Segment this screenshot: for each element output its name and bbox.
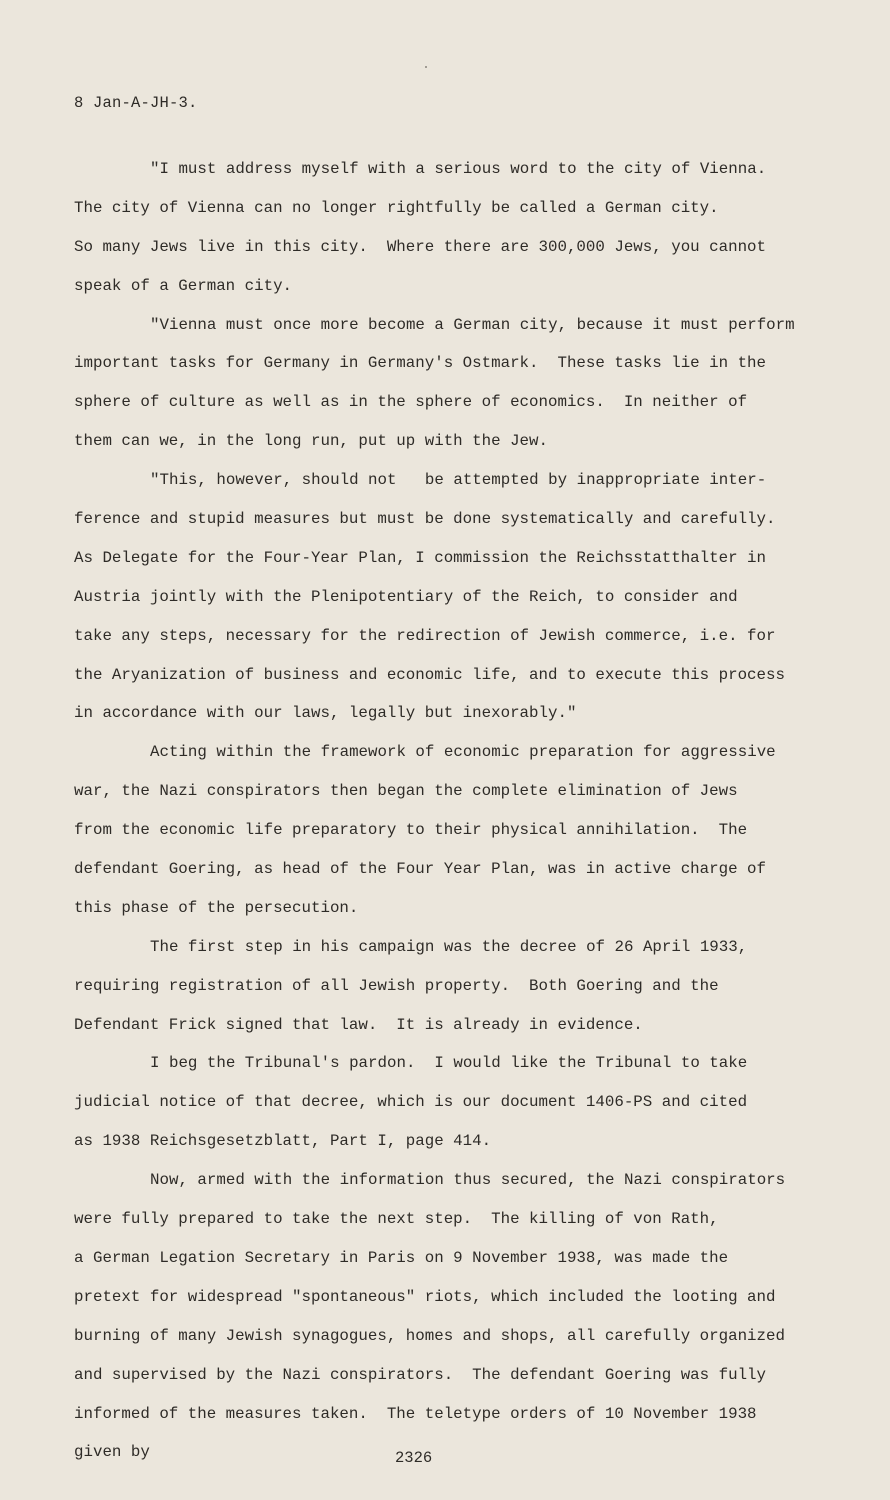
text-line: I beg the Tribunal's pardon. I would like the Tribunal to take xyxy=(150,1054,748,1073)
text-line: as 1938 Reichsgesetzblatt, Part I, page 414. xyxy=(74,1132,492,1151)
text-line: As Delegate for the Four-Year Plan, I commission the Reichsstatthalter in xyxy=(74,548,767,567)
page-number: 2326 xyxy=(395,1449,433,1467)
text-line: given by xyxy=(74,1443,150,1462)
text-line: So many Jews live in this city. Where there are 300,000 Jews, you cannot xyxy=(74,237,767,256)
text-line: take any steps, necessary for the redirection of Jewish commerce, i.e. for xyxy=(74,626,776,645)
text-line: pretext for widespread "spontaneous" riots, which included the looting and xyxy=(74,1287,776,1306)
text-line: Acting within the framework of economic preparation for aggressive xyxy=(150,743,776,762)
text-line: in accordance with our laws, legally but inexorably." xyxy=(74,704,577,723)
text-line: "I must address myself with a serious word to the city of Vienna. xyxy=(150,160,767,178)
document-body xyxy=(74,150,834,1472)
text-line: requiring registration of all Jewish property. Both Goering and the xyxy=(74,976,719,995)
text-line: the Aryanization of business and economic life, and to execute this process xyxy=(74,665,785,684)
text-line: a German Legation Secretary in Paris on 9 November 1938, was made the xyxy=(74,1248,729,1267)
text-line: them can we, in the long run, put up with the Jew. xyxy=(74,432,548,451)
text-line: The city of Vienna can no longer rightfully be called a German city. xyxy=(74,198,719,217)
text-line: were fully prepared to take the next step. The killing of von Rath, xyxy=(74,1210,719,1229)
text-line: The first step in his campaign was the decree of 26 April 1933, xyxy=(150,937,748,956)
text-line: defendant Goering, as head of the Four Year Plan, was in active charge of xyxy=(74,860,767,879)
text-line: and supervised by the Nazi conspirators. The defendant Goering was fully xyxy=(74,1365,767,1384)
text-line: Austria jointly with the Plenipotentiary of the Reich, to consider and xyxy=(74,587,738,606)
document-header: 8 Jan-A-JH-3. xyxy=(74,94,198,112)
text-line: "Vienna must once more become a German city, because it must perform xyxy=(150,315,795,334)
text-line: "This, however, should not be attempted by inappropriate inter- xyxy=(150,471,767,490)
paper-speck xyxy=(425,66,427,68)
text-line: war, the Nazi conspirators then began the complete elimination of Jews xyxy=(74,782,738,801)
text-line: Defendant Frick signed that law. It is already in evidence. xyxy=(74,1015,643,1034)
text-line: important tasks for Germany in Germany's Ostmark. These tasks lie in the xyxy=(74,354,767,373)
text-line: Now, armed with the information thus secured, the Nazi conspirators xyxy=(150,1171,786,1190)
text-line: ference and stupid measures but must be done systematically and carefully. xyxy=(74,510,776,529)
text-line: speak of a German city. xyxy=(74,276,293,295)
text-line: sphere of culture as well as in the sphere of economics. In neither of xyxy=(74,393,748,412)
text-line: from the economic life preparatory to their physical annihilation. The xyxy=(74,821,748,840)
text-line: informed of the measures taken. The teletype orders of 10 November 1938 xyxy=(74,1404,757,1423)
text-line: burning of many Jewish synagogues, homes and shops, all carefully organized xyxy=(74,1326,785,1345)
text-line: judicial notice of that decree, which is our document 1406-PS and cited xyxy=(74,1093,748,1112)
text-line: this phase of the persecution. xyxy=(74,898,359,917)
